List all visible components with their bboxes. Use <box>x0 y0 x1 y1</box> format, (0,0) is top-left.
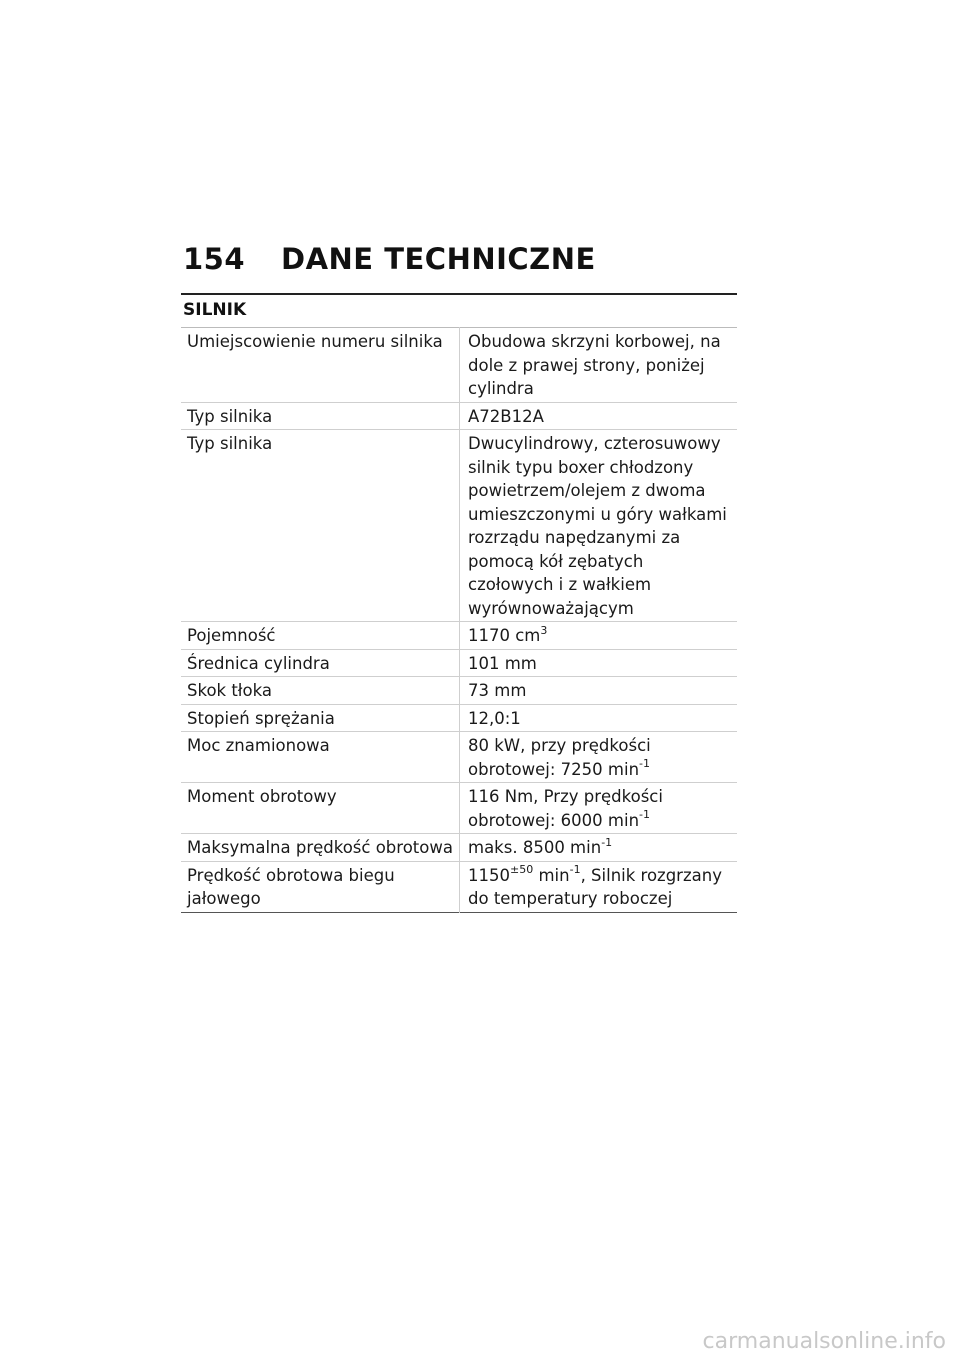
value-superscript: -1 <box>601 835 613 849</box>
row-label: Pojemność <box>181 622 460 650</box>
value-superscript: ±50 <box>510 863 534 876</box>
value-text: 1150 <box>468 865 510 885</box>
value-superscript-unit: -1 <box>569 863 581 876</box>
row-value: Obudowa skrzyni korbowej, na dole z prawej strony, poniżej cylindra <box>468 332 721 398</box>
table-row <box>181 732 737 783</box>
value-text-tail: , Silnik rozgrzany do temperatury roboczej <box>468 865 722 908</box>
value-text-unit: min <box>533 865 570 885</box>
row-value <box>460 834 738 862</box>
table-row <box>181 622 737 650</box>
value-superscript: -1 <box>639 808 651 821</box>
row-value: 73 mm <box>468 681 527 700</box>
page-number: 154 <box>183 242 246 276</box>
row-label: Umiejscowienie numeru silnika <box>181 328 460 403</box>
row-label: Moc znamionowa <box>181 732 460 783</box>
row-label: Typ silnika <box>181 430 460 622</box>
row-value <box>460 783 738 834</box>
table-row <box>181 328 737 403</box>
table-row <box>181 783 737 834</box>
table-row <box>181 402 737 430</box>
value-text: 116 Nm, Przy prędkości obrotowej: 6000 min <box>468 787 663 830</box>
table-row <box>181 834 737 862</box>
value-text: 1170 cm <box>468 626 541 645</box>
chapter-title: DANE TECHNICZNE <box>281 242 596 276</box>
value-text: maks. 8500 min <box>468 838 602 857</box>
table-row <box>181 704 737 732</box>
row-value: 101 mm <box>468 653 537 673</box>
row-value: Dwucylindrowy, czterosuwowy silnik typu boxer chłodzony powietrzem/olejem z dwoma umieszczonymi u góry wałkami rozrządu napędzanymi za pomocą kół zębatych czołowych i z wałkiem wyrównoważającym <box>468 434 727 618</box>
value-superscript: -1 <box>639 757 651 770</box>
row-value <box>460 861 738 912</box>
value-superscript: 3 <box>540 623 548 637</box>
row-label: Maksymalna prędkość obrotowa <box>181 834 460 862</box>
row-label: Prędkość obrotowa biegu jałowego <box>181 861 460 912</box>
value-text: 80 kW, przy prędkości obrotowej: 7250 min <box>468 736 651 779</box>
header-rule <box>181 293 737 295</box>
spec-table <box>181 327 737 913</box>
table-row <box>181 430 737 622</box>
row-label: Średnica cylindra <box>181 649 460 677</box>
table-row <box>181 861 737 912</box>
page-header <box>183 242 596 276</box>
row-label: Moment obrotowy <box>181 783 460 834</box>
row-value: 12,0:1 <box>468 708 521 728</box>
row-value: A72B12A <box>468 406 544 426</box>
table-row <box>181 649 737 677</box>
row-label: Stopień sprężania <box>181 704 460 732</box>
row-value <box>460 732 738 783</box>
row-label: Skok tłoka <box>181 677 460 705</box>
table-row <box>181 677 737 705</box>
row-label: Typ silnika <box>181 402 460 430</box>
watermark: carmanualsonline.info <box>702 1329 946 1354</box>
section-title: SILNIK <box>183 300 247 320</box>
row-value <box>460 622 738 650</box>
